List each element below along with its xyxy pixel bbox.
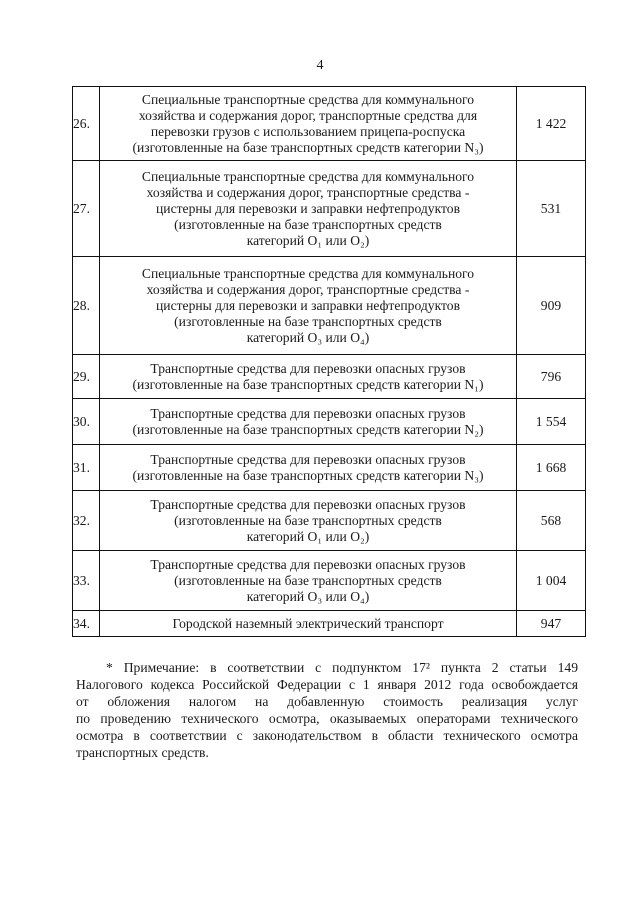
rates-table (72, 86, 586, 637)
row-value: 909 (517, 257, 586, 355)
description-line: (изготовленные на базе транспортных средств (174, 512, 442, 528)
row-description (100, 257, 517, 355)
description-line: Транспортные средства для перевозки опасных грузов (150, 405, 466, 421)
row-number: 34. (73, 611, 100, 637)
description-line: Транспортные средства для перевозки опасных грузов (150, 496, 466, 512)
row-value: 947 (517, 611, 586, 637)
row-number: 27. (73, 161, 100, 257)
table-row (73, 491, 586, 551)
description-line: (изготовленные на базе транспортных средств категории N₂) (132, 421, 484, 437)
table-row (73, 87, 586, 161)
row-value: 1 004 (517, 551, 586, 611)
description-line: категорий O₃ или O₄) (246, 588, 370, 604)
footnote-line: * Примечание: в соответствии с подпунктом 17² пункта 2 статьи 149 (106, 660, 578, 675)
description-line: цистерны для перевозки и заправки нефтепродуктов (156, 200, 460, 216)
description-line: Специальные транспортные средства для коммунального (141, 168, 475, 184)
description-line: (изготовленные на базе транспортных средств (174, 313, 442, 329)
description-line: Транспортные средства для перевозки опасных грузов (150, 451, 466, 467)
row-description (100, 399, 517, 445)
row-description (100, 87, 517, 161)
description-line: хозяйства и содержания дорог, транспортные средства для (138, 107, 478, 123)
table-row (73, 257, 586, 355)
row-value: 1 422 (517, 87, 586, 161)
row-description (100, 491, 517, 551)
description-line: категорий O₁ или O₂) (246, 232, 370, 248)
row-number: 26. (73, 87, 100, 161)
row-number: 28. (73, 257, 100, 355)
table-row (73, 161, 586, 257)
description-line: Городской наземный электрический транспорт (172, 615, 444, 631)
description-line: Специальные транспортные средства для коммунального (141, 91, 475, 107)
row-number: 33. (73, 551, 100, 611)
table-row (73, 611, 586, 637)
row-description (100, 161, 517, 257)
description-line: (изготовленные на базе транспортных средств (174, 572, 442, 588)
description-line: категорий O₃ или O₄) (246, 329, 370, 345)
description-line: Транспортные средства для перевозки опасных грузов (150, 556, 466, 572)
description-line: хозяйства и содержания дорог, транспортные средства - (146, 184, 470, 200)
table-row (73, 355, 586, 399)
row-value: 1 668 (517, 445, 586, 491)
footnote-line: осмотра в соответствии с законодательством в области технического осмотра (76, 728, 578, 743)
table-row (73, 399, 586, 445)
table-row (73, 551, 586, 611)
row-description (100, 355, 517, 399)
description-line: хозяйства и содержания дорог, транспортные средства - (146, 281, 470, 297)
description-line: (изготовленные на базе транспортных средств (174, 216, 442, 232)
row-description (100, 611, 517, 637)
rates-table-body (73, 87, 586, 637)
page-number: 4 (316, 58, 324, 73)
footnote-line: транспортных средств. (76, 745, 209, 760)
description-line: Транспортные средства для перевозки опасных грузов (150, 360, 466, 376)
row-value: 796 (517, 355, 586, 399)
description-line: (изготовленные на базе транспортных средств категории N₃) (132, 139, 484, 155)
description-line: категорий O₁ или O₂) (246, 528, 370, 544)
row-number: 31. (73, 445, 100, 491)
description-line: (изготовленные на базе транспортных средств категории N₃) (132, 467, 484, 483)
footnote-line: от обложения налогом на добавленную стоимость реализация услуг (76, 694, 578, 709)
row-number: 30. (73, 399, 100, 445)
table-row (73, 445, 586, 491)
row-description (100, 445, 517, 491)
description-line: (изготовленные на базе транспортных средств категории N₁) (132, 376, 484, 392)
description-line: Специальные транспортные средства для коммунального (141, 265, 475, 281)
row-description (100, 551, 517, 611)
description-line: цистерны для перевозки и заправки нефтепродуктов (156, 297, 460, 313)
footnote (76, 659, 578, 761)
footnote-line: по проведению технического осмотра, оказываемых операторами технического (76, 711, 578, 726)
row-number: 32. (73, 491, 100, 551)
row-number: 29. (73, 355, 100, 399)
footnote-line: Налогового кодекса Российской Федерации с 1 января 2012 года освобождается (76, 677, 578, 692)
row-value: 568 (517, 491, 586, 551)
row-value: 531 (517, 161, 586, 257)
row-value: 1 554 (517, 399, 586, 445)
description-line: перевозки грузов с использованием прицепа-роспуска (150, 123, 466, 139)
